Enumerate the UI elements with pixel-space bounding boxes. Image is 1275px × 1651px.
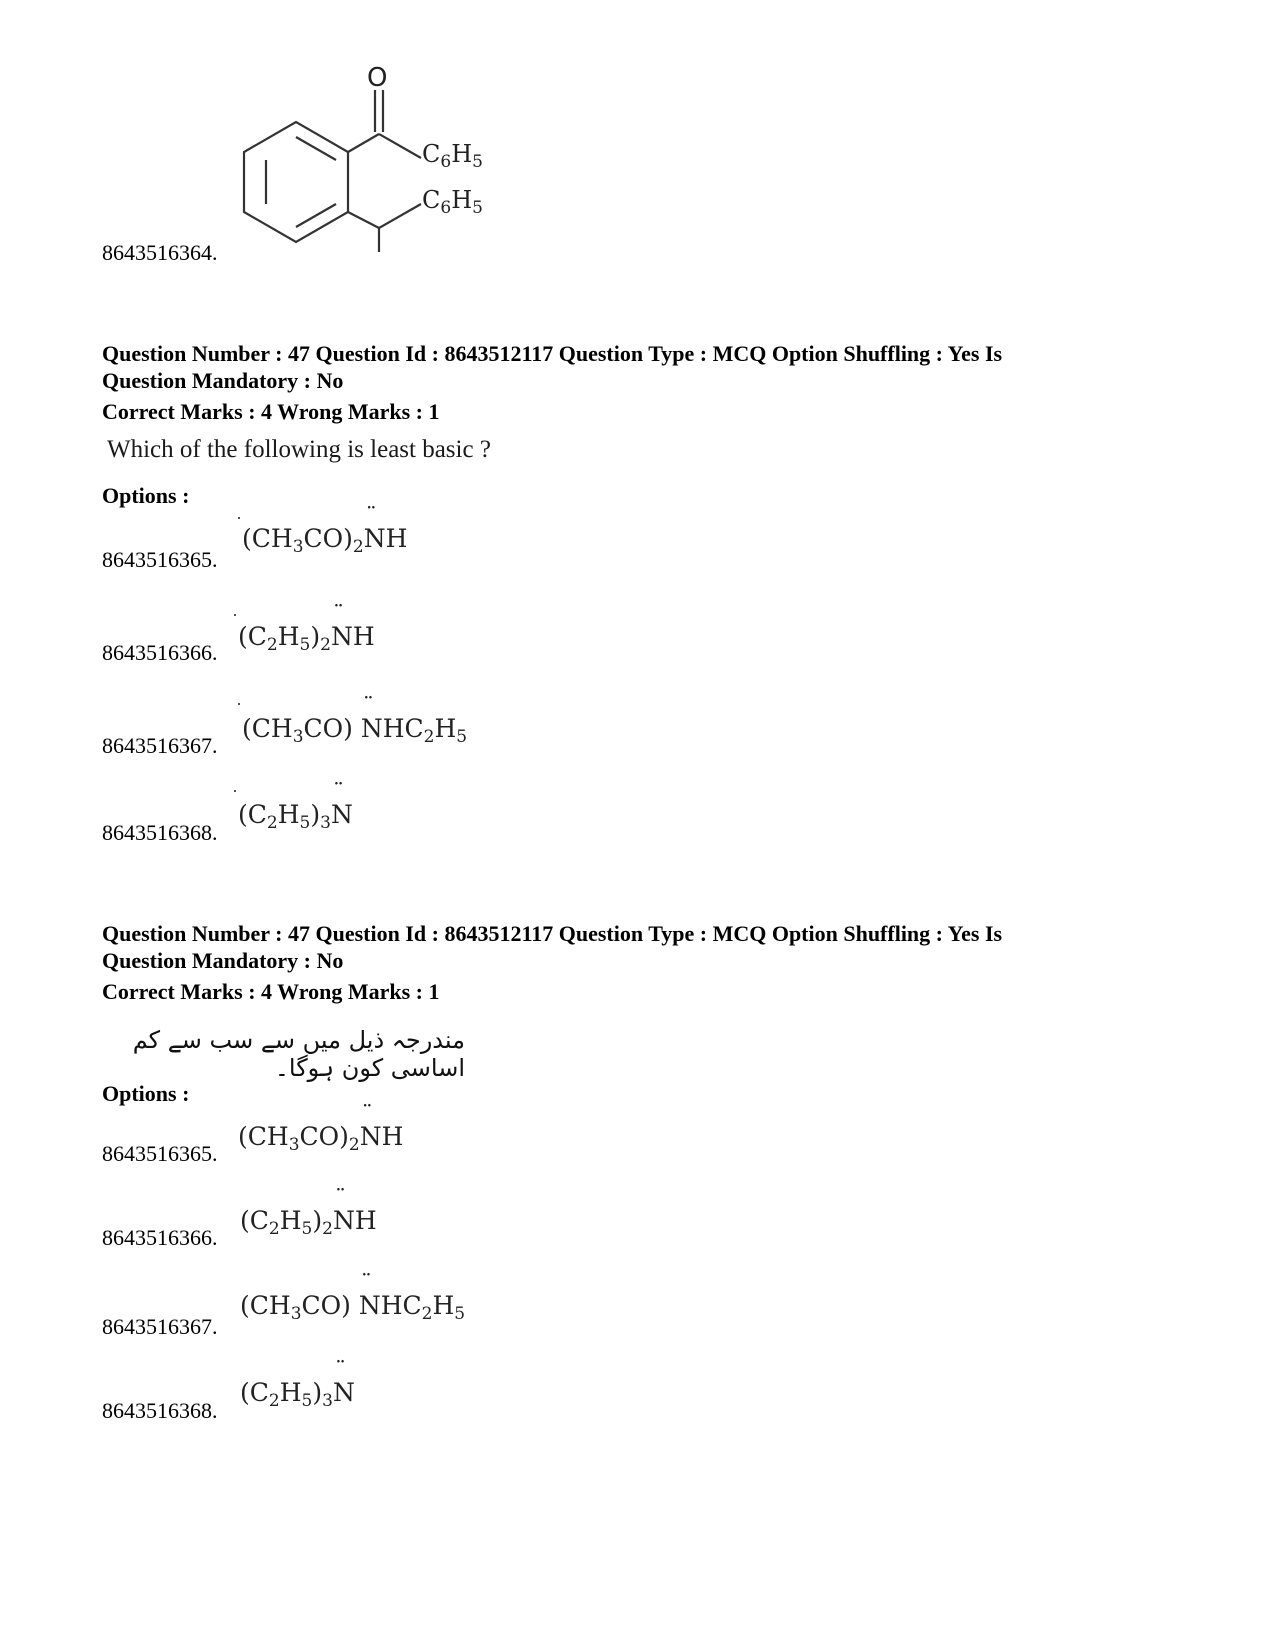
option-id: 8643516365.	[102, 1141, 218, 1166]
option-id: 8643516366.	[102, 640, 218, 665]
question-meta-line2: Question Mandatory : No	[102, 368, 344, 393]
options-label: Options :	[102, 483, 190, 508]
c6h5-label-2: $C_6H_5$	[422, 186, 483, 218]
options-label: Options :	[102, 1081, 190, 1106]
option-formula: $(CH_3CO)_2¨$ NH	[238, 1122, 403, 1151]
option-id: 8643516366.	[102, 1225, 218, 1250]
option-formula: $(CH_3CO)$ ¨ $NHC_2H_5$	[240, 1291, 465, 1320]
scan-artifact	[234, 790, 236, 792]
question-text-urdu: مندرجہ ذیل میں سے سب سے کم اساسی کون ہوگا۔	[132, 1026, 465, 1082]
option-formula: $(C_2H_5)_3¨$ N	[240, 1378, 355, 1407]
benzene-ring	[244, 122, 348, 242]
question-meta	[102, 920, 1192, 974]
option-id: 8643516364.	[102, 240, 218, 265]
option-id: 8643516367.	[102, 1314, 218, 1339]
option-id: 8643516368.	[102, 1398, 218, 1423]
marks-line: Correct Marks : 4 Wrong Marks : 1	[102, 399, 440, 424]
option-formula: $(C_2H_5)_2¨$ NH	[240, 1206, 377, 1235]
question-meta	[102, 340, 1192, 394]
question-text: Which of the following is least basic ?	[107, 436, 491, 463]
question-meta-line1: Question Number : 47 Question Id : 8643512117 Question Type : MCQ Option Shuffling : Yes Is	[102, 341, 1003, 366]
oxygen-label: O	[367, 63, 388, 93]
scan-artifact	[238, 703, 240, 705]
scan-artifact	[238, 517, 240, 519]
option-formula: $(CH_3CO)$ ¨ $NHC_2H_5$	[242, 714, 467, 743]
scan-artifact	[234, 614, 236, 616]
option-id: 8643516368.	[102, 820, 218, 845]
question-meta-line2: Question Mandatory : No	[102, 948, 344, 973]
option-formula: $(C_2H_5)_3¨$ N	[238, 800, 353, 829]
option-id: 8643516365.	[102, 547, 218, 572]
question-meta-line1: Question Number : 47 Question Id : 8643512117 Question Type : MCQ Option Shuffling : Yes Is	[102, 921, 1003, 946]
marks-line: Correct Marks : 4 Wrong Marks : 1	[102, 979, 440, 1004]
option-formula: $(CH_3CO)_2¨$ NH	[242, 524, 407, 553]
c6h5-label-1: $C_6H_5$	[422, 140, 483, 172]
option-formula: $(C_2H_5)_2¨$ NH	[238, 622, 375, 651]
option-id: 8643516367.	[102, 733, 218, 758]
